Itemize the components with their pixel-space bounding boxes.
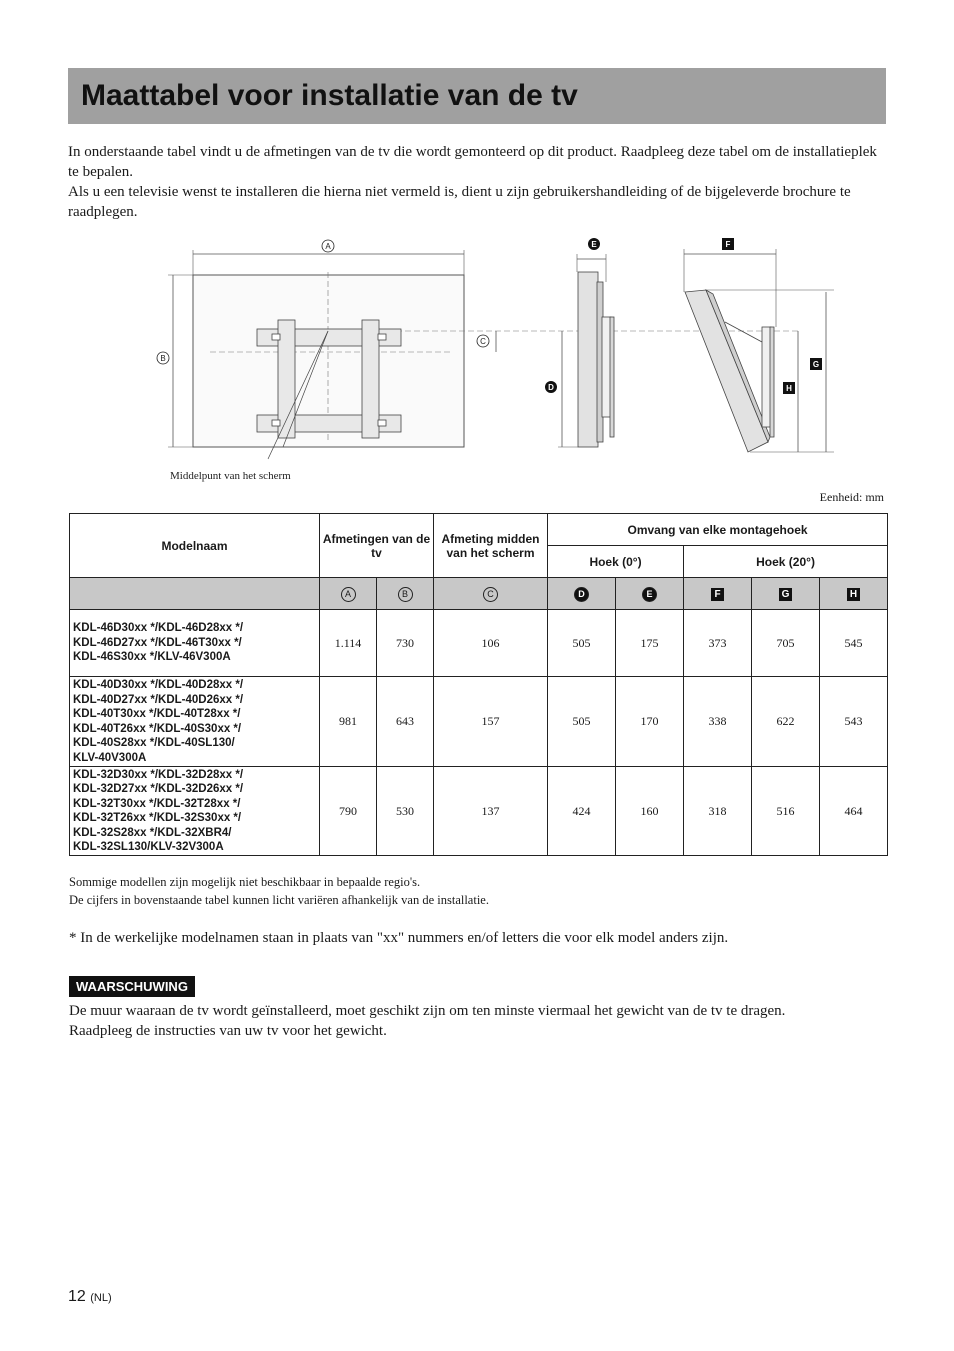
letter-a: A [341,587,356,602]
col-model: Modelnaam [70,514,320,578]
value-g: 622 [752,677,820,767]
label-g: G [812,360,820,369]
notes [69,873,489,909]
table-row [70,767,888,856]
value-h: 545 [820,610,888,677]
col-dims: Afmetingen van de tv [320,514,434,578]
value-a: 1.114 [320,610,377,677]
value-e: 160 [616,767,684,856]
side-view-20 [685,290,774,452]
value-a: 790 [320,767,377,856]
value-d: 505 [548,610,616,677]
page-language: (NL) [90,1292,112,1304]
letter-e: E [642,587,657,602]
model-name: KDL-32D30xx */KDL-32D28xx */ KDL-32D27xx */KDL-32D26xx */ KDL-32T30xx */KDL-32T28xx */ KDL-32T26xx */KDL-32S30xx */ KDL-32S28xx */KDL-32XBR4/ KDL-32SL130/KLV-32V300A [70,767,320,856]
value-e: 175 [616,610,684,677]
letter-g: G [779,588,792,601]
label-e: E [591,240,597,249]
model-name: KDL-40D30xx */KDL-40D28xx */ KDL-40D27xx */KDL-40D26xx */ KDL-40T30xx */KDL-40T28xx */ KDL-40T26xx */KDL-40S30xx */ KDL-40S28xx */KDL-40SL130/ KLV-40V300A [70,677,320,767]
letter-b: B [398,587,413,602]
value-f: 373 [684,610,752,677]
col-angle0: Hoek (0°) [548,546,684,578]
value-g: 705 [752,610,820,677]
label-d: D [548,383,554,392]
value-c: 137 [434,767,548,856]
warning-line-1: De muur waaraan de tv wordt geïnstalleerd, moet geschikt zijn om ten minste viermaal het gewicht van de tv te dragen. [69,1003,786,1019]
col-angle20: Hoek (20°) [684,546,888,578]
letter-c: C [483,587,498,602]
note-2: De cijfers in bovenstaande tabel kunnen licht variëren afhankelijk van de installatie. [69,893,489,907]
dimensions-table [69,513,888,856]
value-e: 170 [616,677,684,767]
side-view-0 [578,272,614,447]
footnote: * In de werkelijke modelnamen staan in plaats van "xx" nummers en/of letters die voor elk model anders zijn. [69,930,729,946]
table-row [70,677,888,767]
value-c: 157 [434,677,548,767]
model-name: KDL-46D30xx */KDL-46D28xx */ KDL-46D27xx */KDL-46T30xx */ KDL-46S30xx */KLV-46V300A [70,610,320,677]
label-c-marker [477,335,489,347]
value-d: 505 [548,677,616,767]
label-f-marker [722,238,734,250]
letter-f: F [711,588,724,601]
col-center: Afmeting midden van het scherm [434,514,548,578]
diagram-caption: Middelpunt van het scherm [170,470,291,482]
value-b: 730 [377,610,434,677]
warning-label: WAARSCHUWING [69,976,195,997]
label-h-marker [783,382,795,394]
label-e-marker [588,238,600,250]
value-f: 338 [684,677,752,767]
page-number [68,1288,112,1306]
page-title: Maattabel voor installatie van de tv [81,79,578,112]
value-a: 981 [320,677,377,767]
note-1: Sommige modellen zijn mogelijk niet beschikbaar in bepaalde regio's. [69,875,421,889]
label-a: A [325,242,331,251]
label-d-marker [545,381,557,393]
letter-h: H [847,588,860,601]
col-range: Omvang van elke montagehoek [548,514,888,546]
value-h: 543 [820,677,888,767]
intro-paragraph-1: In onderstaande tabel vindt u de afmetingen van de tv die wordt gemonteerd op dit product. Raadpleeg deze tabel om de installatieplek te bepalen. [68,144,877,180]
label-f: F [725,240,731,249]
table-row [70,610,888,677]
warning-line-2: Raadpleeg de instructies van uw tv voor het gewicht. [69,1023,387,1039]
label-h: H [786,384,792,393]
value-b: 530 [377,767,434,856]
label-c: C [480,337,486,346]
intro-paragraph-2: Als u een televisie wenst te installeren die hierna niet vermeld is, dient u zijn gebruikershandleiding of de bijgeleverde brochure te raadplegen. [68,184,851,220]
page-number-value: 12 [68,1288,86,1305]
letter-d: D [574,587,589,602]
unit-label: Eenheid: mm [819,490,884,504]
value-c: 106 [434,610,548,677]
value-h: 464 [820,767,888,856]
label-a-marker [322,240,334,252]
title-bar [68,68,886,124]
label-b: B [160,354,166,363]
installation-diagram [150,232,850,490]
letter-row-blank [70,578,320,610]
label-b-marker [157,352,169,364]
warning-text [69,1001,889,1041]
value-b: 643 [377,677,434,767]
value-f: 318 [684,767,752,856]
value-d: 424 [548,767,616,856]
intro-text [68,142,888,222]
value-g: 516 [752,767,820,856]
label-g-marker [810,358,822,370]
